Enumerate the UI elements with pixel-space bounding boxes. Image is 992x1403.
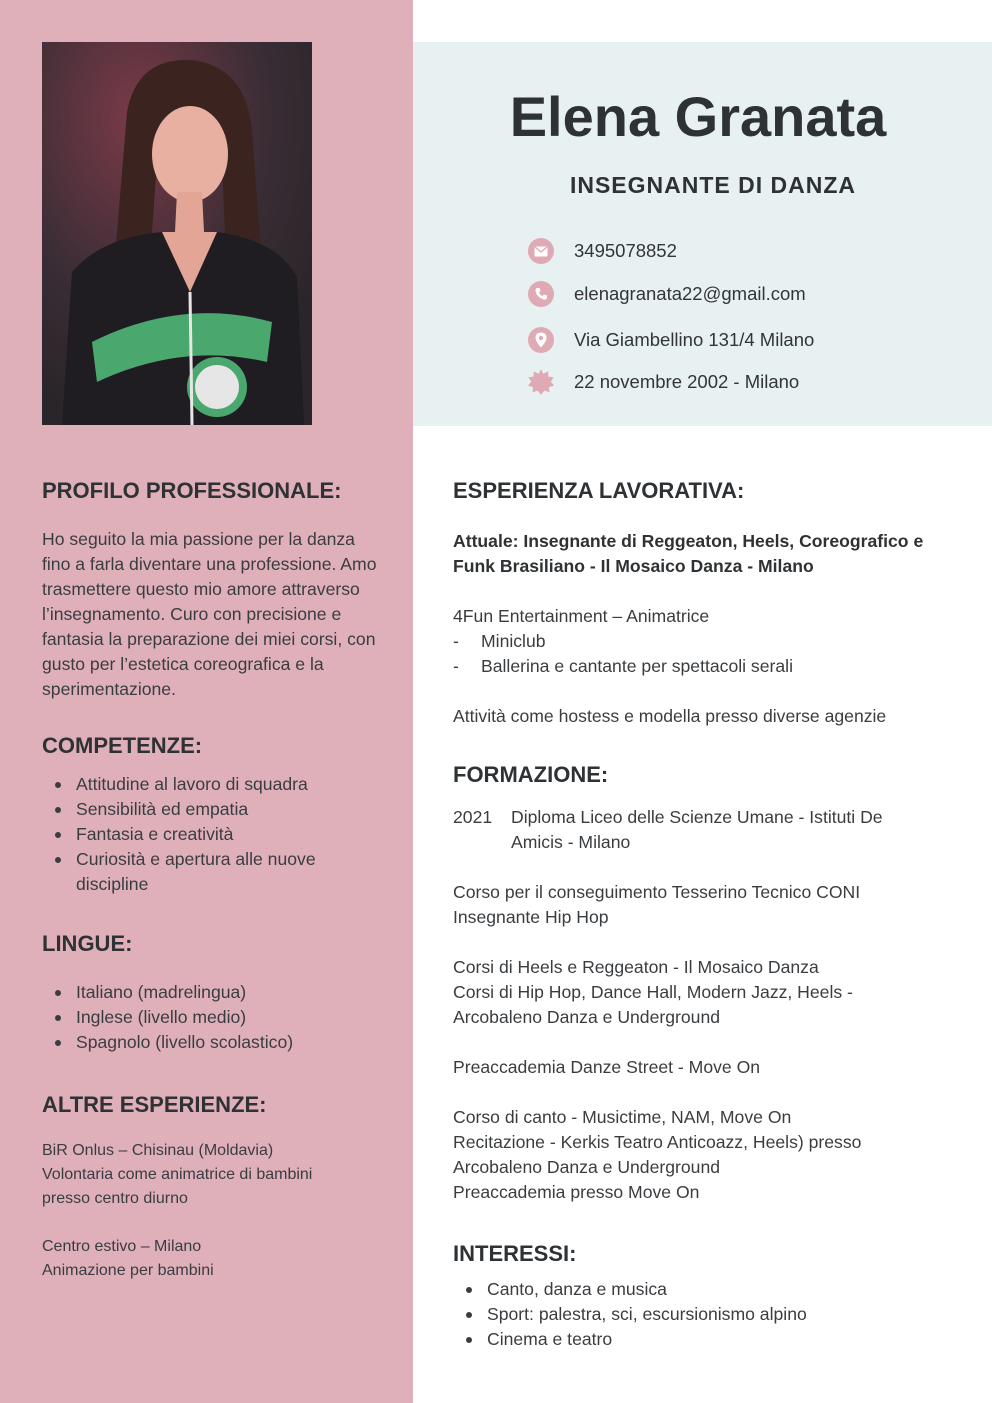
list-item: Canto, danza e musica (453, 1277, 933, 1302)
skills-heading: COMPETENZE: (42, 733, 203, 758)
interests-list (453, 1277, 933, 1352)
education-diploma-row (453, 805, 928, 855)
list-item: Italiano (madrelingua) (42, 980, 382, 1005)
job-duties-list (453, 629, 943, 679)
list-item: Fantasia e creatività (42, 822, 372, 847)
profile-photo (42, 42, 312, 425)
other-experience-text (42, 1139, 352, 1283)
contact-address-row (528, 326, 814, 354)
education-line: Corsi di Hip Hop, Dance Hall, Modern Jazz, Heels - Arcobaleno Danza e Underground (453, 982, 853, 1027)
other-experience-line: Volontaria come animatrice di bambini presso centro diurno (42, 1166, 313, 1207)
list-item: Sport: palestra, sci, escursionismo alpino (453, 1302, 933, 1327)
education-line: Corsi di Heels e Reggeaton - Il Mosaico Danza (453, 957, 819, 977)
location-pin-icon (528, 327, 554, 353)
profile-photo-illustration (42, 42, 312, 425)
phone-icon (528, 281, 554, 307)
interests-heading: INTERESSI: (453, 1241, 577, 1266)
list-item: - Ballerina e cantante per spettacoli serali (453, 654, 943, 679)
other-experience-line: Animazione per bambini (42, 1262, 214, 1279)
candidate-role: INSEGNANTE DI DANZA (569, 172, 857, 198)
education-line: Recitazione - Kerkis Teatro Anticoazz, Heels) presso Arcobaleno Danza e Underground (453, 1132, 862, 1177)
list-item: Curiosità e apertura alle nuove discipline (42, 847, 372, 897)
profile-heading: PROFILO PROFESSIONALE: (42, 478, 342, 503)
list-item: Sensibilità ed empatia (42, 797, 372, 822)
education-heading: FORMAZIONE: (453, 762, 609, 787)
envelope-icon (528, 238, 554, 264)
contact-birth-row (528, 368, 799, 396)
other-experience-line: BiR Onlus – Chisinau (Moldavia) (42, 1142, 274, 1159)
education-diploma: Diploma Liceo delle Scienze Umane - Istituti De Amicis - Milano (511, 807, 883, 852)
education-section (453, 805, 928, 1205)
contact-birth-text: 22 novembre 2002 - Milano (574, 371, 800, 392)
contact-address-text: Via Giambellino 131/4 Milano (574, 329, 815, 350)
job-title: Attività come hostess e modella presso diverse agenzie (453, 706, 887, 726)
contact-phone-text: 3495078852 (574, 240, 677, 261)
education-line: Corso di canto - Musictime, NAM, Move On (453, 1107, 792, 1127)
list-item: Spagnolo (livello scolastico) (42, 1030, 382, 1055)
contact-phone-row (528, 237, 677, 265)
education-line: Corso per il conseguimento Tesserino Tecnico CONI (453, 882, 861, 902)
other-experience-line: Centro estivo – Milano (42, 1238, 202, 1255)
contact-email-text: elenagranata22@gmail.com (574, 283, 806, 304)
current-job: Attuale: Insegnante di Reggeaton, Heels, Coreografico e Funk Brasiliano - Il Mosaico Danza - Milano (453, 531, 924, 576)
list-item: Attitudine al lavoro di squadra (42, 772, 372, 797)
experience-heading: ESPERIENZA LAVORATIVA: (453, 478, 745, 503)
education-line: Preaccademia presso Move On (453, 1182, 700, 1202)
education-year: 2021 (453, 807, 493, 827)
languages-heading: LINGUE: (42, 931, 133, 956)
skills-list (42, 772, 372, 897)
education-line: Insegnante Hip Hop (453, 907, 609, 927)
languages-list (42, 980, 382, 1055)
other-experience-heading: ALTRE ESPERIENZE: (42, 1092, 267, 1117)
contact-email-row (528, 280, 806, 308)
job-title: 4Fun Entertainment – Animatrice (453, 606, 710, 626)
list-item: - Miniclub (453, 629, 943, 654)
education-line: Preaccademia Danze Street - Move On (453, 1057, 761, 1077)
list-item: Cinema e teatro (453, 1327, 933, 1352)
candidate-name: Elena Granata (509, 85, 887, 148)
profile-text: Ho seguito la mia passione per la danza fino a farla diventare una professione. Amo trasmettere questo mio amore attraverso l’insegnamento. Curo con precisione e fantasia la preparazione dei miei corsi, con gusto per l’estetica coreografica e la sperimentazione. (42, 529, 377, 699)
experience-section (453, 529, 943, 729)
list-item: Inglese (livello medio) (42, 1005, 382, 1030)
badge-icon (528, 369, 554, 395)
